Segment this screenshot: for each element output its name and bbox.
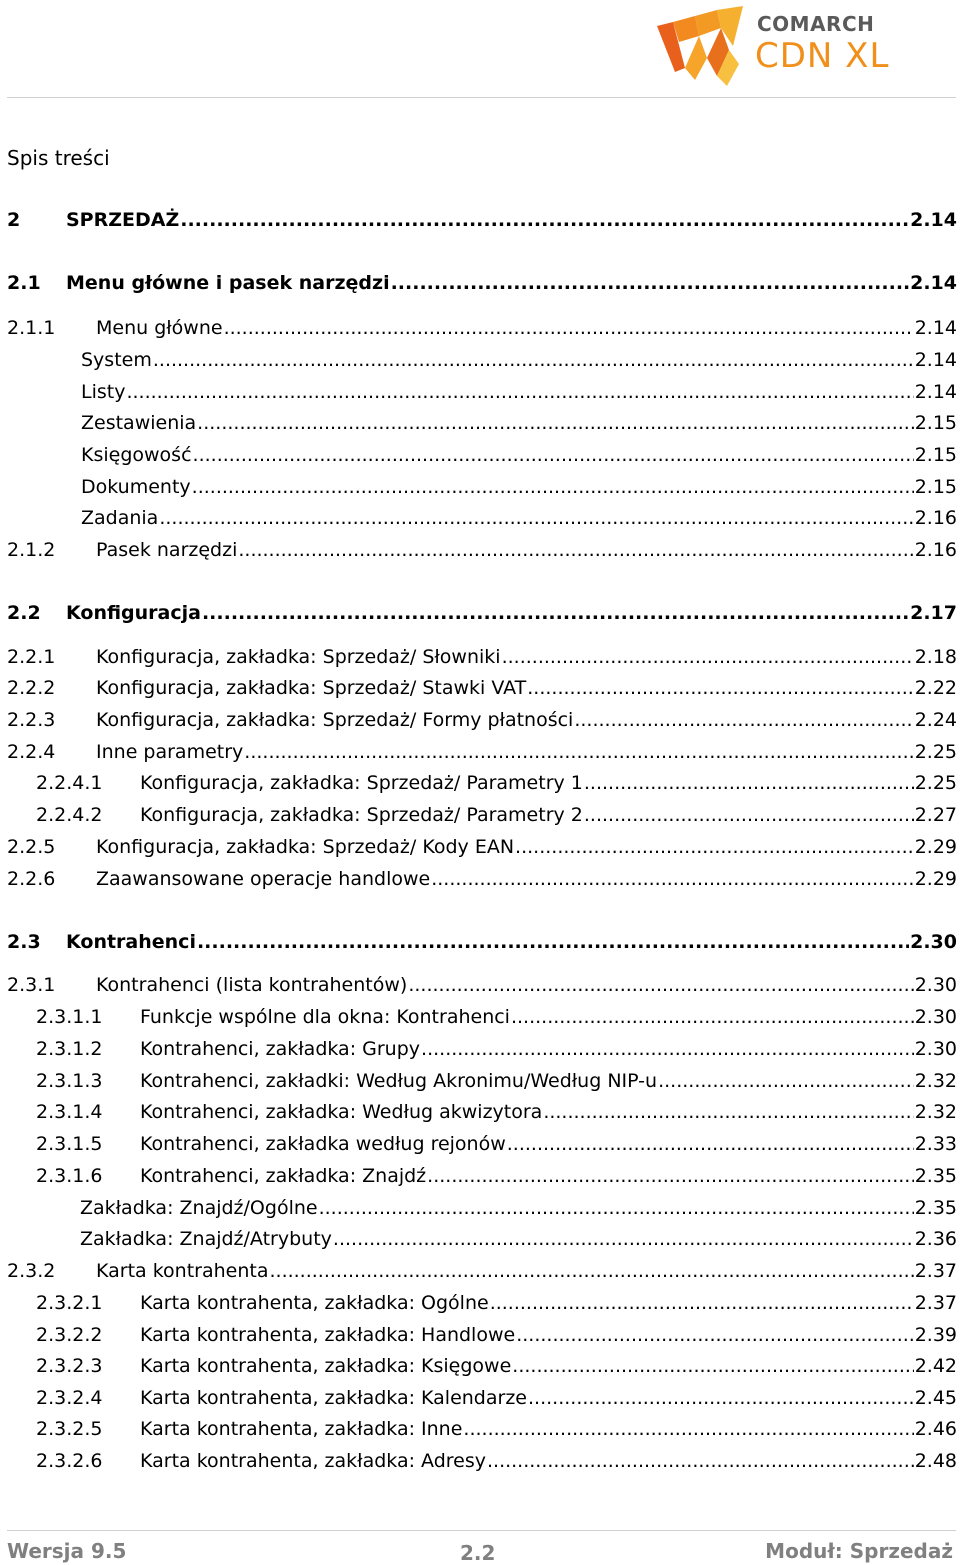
toc-entry-title: Konfiguracja, zakładka: Sprzedaż/ Kody EAN	[96, 836, 515, 858]
toc-entry-title: Karta kontrahenta, zakładka: Handlowe	[140, 1324, 516, 1346]
toc-entry[interactable]	[7, 1258, 957, 1284]
toc-entry-page: 2.39	[914, 1324, 957, 1346]
toc-entry-page: 2.32	[914, 1101, 957, 1123]
toc-entry-title: Kontrahenci, zakładka: Znajdź	[140, 1165, 427, 1187]
toc-dot-leader	[658, 1068, 914, 1094]
toc-entry-title: Zadania	[81, 507, 159, 529]
toc-entry-number: 2	[7, 209, 21, 231]
toc-dot-leader	[574, 707, 913, 733]
toc-dot-leader	[197, 929, 909, 955]
toc-entry-line	[140, 1036, 957, 1062]
toc-entry-page: 2.25	[914, 772, 957, 794]
toc-entry-title: Konfiguracja, zakładka: Sprzedaż/ Parametry 1	[140, 772, 583, 794]
toc-entry-number: 2.2.4.1	[36, 772, 103, 794]
toc-dot-leader	[159, 505, 913, 531]
toc-entry-title: Funkcje wspólne dla okna: Kontrahenci	[140, 1006, 510, 1028]
toc-entry-page: 2.42	[914, 1355, 957, 1377]
toc-entry-number: 2.3.1.3	[36, 1070, 103, 1092]
toc-entry[interactable]	[7, 442, 957, 468]
toc-dot-leader	[584, 802, 914, 828]
toc-entry-line	[140, 1385, 957, 1411]
toc-entry-number: 2.3.2.4	[36, 1387, 103, 1409]
toc-entry-title: Menu główne i pasek narzędzi	[66, 272, 390, 294]
toc-entry-page: 2.14	[910, 209, 957, 231]
toc-dot-leader	[391, 270, 910, 296]
toc-entry-title: Zakładka: Znajdź/Atrybuty	[80, 1228, 332, 1250]
toc-entry[interactable]	[7, 834, 957, 860]
toc-dot-leader	[202, 600, 909, 626]
toc-entry[interactable]	[7, 675, 957, 701]
toc-dot-leader	[421, 1036, 914, 1062]
toc-entry-number: 2.3.2	[7, 1260, 56, 1282]
toc-entry-title: Konfiguracja	[66, 602, 201, 624]
toc-entry[interactable]	[7, 707, 957, 733]
toc-entry[interactable]	[7, 207, 957, 233]
toc-entry-number: 2.1.2	[7, 539, 56, 561]
toc-entry-page: 2.32	[914, 1070, 957, 1092]
toc-dot-leader	[512, 1353, 913, 1379]
toc-entry-title: Konfiguracja, zakładka: Sprzedaż/ Formy płatności	[96, 709, 574, 731]
toc-entry-page: 2.14	[914, 317, 957, 339]
toc-entry-title: Listy	[81, 381, 126, 403]
toc-entry-title: Karta kontrahenta, zakładka: Kalendarze	[140, 1387, 527, 1409]
toc-entry-page: 2.45	[914, 1387, 957, 1409]
toc-entry-line	[81, 474, 957, 500]
toc-dot-leader	[192, 474, 914, 500]
toc-entry[interactable]	[7, 410, 957, 436]
toc-dot-leader	[238, 537, 913, 563]
brand-name: COMARCH	[757, 12, 875, 36]
toc-entry-line	[140, 1004, 957, 1030]
toc-entry-page: 2.30	[914, 1006, 957, 1028]
toc-dot-leader	[490, 1290, 914, 1316]
header-divider	[7, 97, 956, 98]
footer-module: Moduł: Sprzedaż	[765, 1539, 953, 1563]
toc-entry-title: System	[81, 349, 152, 371]
toc-entry-title: Karta kontrahenta, zakładka: Adresy	[140, 1450, 486, 1472]
toc-entry-title: SPRZEDAŻ	[66, 209, 180, 231]
toc-entry[interactable]	[7, 1448, 957, 1474]
toc-entry-page: 2.16	[914, 507, 957, 529]
toc-entry[interactable]	[7, 1068, 957, 1094]
toc-entry-number: 2.3.1.2	[36, 1038, 103, 1060]
toc-entry-line	[66, 929, 957, 955]
toc-entry-line	[96, 675, 957, 701]
toc-entry-line	[81, 442, 957, 468]
toc-entry[interactable]	[7, 1131, 957, 1157]
toc-dot-leader	[193, 442, 914, 468]
toc-dot-leader	[224, 315, 914, 341]
toc-dot-leader	[180, 207, 909, 233]
toc-entry[interactable]	[7, 866, 957, 892]
toc-entry-page: 2.14	[914, 381, 957, 403]
toc-entry-line	[140, 1099, 957, 1125]
toc-dot-leader	[584, 770, 914, 796]
comarch-logo-icon	[655, 6, 749, 86]
toc-entry-number: 2.2.4	[7, 741, 56, 763]
toc-entry[interactable]	[7, 1163, 957, 1189]
toc-entry-number: 2.3.1	[7, 974, 56, 996]
toc-entry-title: Karta kontrahenta, zakładka: Ogólne	[140, 1292, 489, 1314]
toc-entry-page: 2.46	[914, 1418, 957, 1440]
toc-entry-line	[140, 1068, 957, 1094]
toc-entry-line	[66, 270, 957, 296]
toc-entry[interactable]	[7, 1322, 957, 1348]
toc-entry-page: 2.14	[910, 272, 957, 294]
toc-entry[interactable]	[7, 802, 957, 828]
toc-entry-title: Kontrahenci (lista kontrahentów)	[96, 974, 408, 996]
toc-entry-line	[81, 347, 957, 373]
toc-entry-line	[81, 379, 957, 405]
toc-entry-title: Kontrahenci, zakładka: Grupy	[140, 1038, 421, 1060]
toc-entry-number: 2.2.6	[7, 868, 56, 890]
toc-entry-number: 2.3.1.5	[36, 1133, 103, 1155]
toc-entry-page: 2.18	[914, 646, 957, 668]
footer-page-number: 2.2	[460, 1541, 496, 1565]
toc-entry-page: 2.24	[914, 709, 957, 731]
toc-entry-title: Konfiguracja, zakładka: Sprzedaż/ Parametry 2	[140, 804, 583, 826]
toc-entry-number: 2.2.2	[7, 677, 56, 699]
toc-entry-page: 2.35	[914, 1165, 957, 1187]
product-name: CDN XL	[755, 36, 890, 76]
toc-entry[interactable]	[7, 972, 957, 998]
toc-entry-line	[96, 866, 957, 892]
toc-dot-leader	[431, 866, 913, 892]
toc-entry-title: Inne parametry	[96, 741, 244, 763]
toc-entry-page: 2.30	[914, 1038, 957, 1060]
toc-dot-leader	[408, 972, 913, 998]
toc-dot-leader	[244, 739, 913, 765]
toc-entry-line	[96, 1258, 957, 1284]
toc-entry-line	[66, 600, 957, 626]
toc-entry-number: 2.3.2.5	[36, 1418, 103, 1440]
toc-entry-title: Zestawienia	[81, 412, 197, 434]
toc-entry-number: 2.3.1.1	[36, 1006, 103, 1028]
toc-dot-leader	[319, 1195, 914, 1221]
toc-entry-line	[96, 707, 957, 733]
toc-entry-title: Zakładka: Znajdź/Ogólne	[80, 1197, 318, 1219]
toc-entry[interactable]	[7, 644, 957, 670]
toc-entry[interactable]	[7, 1099, 957, 1125]
toc-entry-line	[80, 1226, 957, 1252]
toc-dot-leader	[502, 644, 914, 670]
toc-entry-title: Kontrahenci	[66, 931, 196, 953]
toc-entry[interactable]	[7, 1353, 957, 1379]
toc-entry-page: 2.37	[914, 1292, 957, 1314]
toc-entry-page: 2.36	[914, 1228, 957, 1250]
toc-entry-line	[80, 1195, 957, 1221]
toc-entry[interactable]	[7, 270, 957, 296]
toc-entry[interactable]	[7, 379, 957, 405]
toc-entry-line	[96, 739, 957, 765]
toc-entry-title: Kontrahenci, zakładki: Według Akronimu/Według NIP-u	[140, 1070, 658, 1092]
toc-dot-leader	[269, 1258, 913, 1284]
toc-entry-number: 2.1.1	[7, 317, 56, 339]
toc-entry-line	[81, 505, 957, 531]
toc-entry[interactable]	[7, 1416, 957, 1442]
toc-entry-line	[140, 1322, 957, 1348]
toc-entry-line	[96, 834, 957, 860]
toc-entry-page: 2.15	[914, 412, 957, 434]
toc-entry-line	[140, 1448, 957, 1474]
toc-entry-line	[140, 1131, 957, 1157]
toc-entry-title: Dokumenty	[81, 476, 191, 498]
toc-entry-title: Konfiguracja, zakładka: Sprzedaż/ Słowniki	[96, 646, 501, 668]
toc-entry-page: 2.48	[914, 1450, 957, 1472]
toc-entry[interactable]	[7, 600, 957, 626]
toc-dot-leader	[487, 1448, 914, 1474]
toc-entry[interactable]	[7, 1290, 957, 1316]
toc-entry-number: 2.3.1.6	[36, 1165, 103, 1187]
toc-dot-leader	[153, 347, 914, 373]
toc-entry-number: 2.3.1.4	[36, 1101, 103, 1123]
toc-entry-line	[96, 315, 957, 341]
toc-entry[interactable]	[7, 505, 957, 531]
toc-dot-leader	[197, 410, 914, 436]
toc-dot-leader	[333, 1226, 914, 1252]
toc-entry-page: 2.29	[914, 868, 957, 890]
toc-entry-page: 2.15	[914, 444, 957, 466]
toc-dot-leader	[515, 834, 914, 860]
toc-entry-title: Księgowość	[81, 444, 192, 466]
toc-entry-line	[140, 1416, 957, 1442]
toc-dot-leader	[507, 1131, 914, 1157]
toc-entry-line	[81, 410, 957, 436]
toc-entry-line	[96, 537, 957, 563]
toc-entry-line	[96, 972, 957, 998]
toc-entry-page: 2.15	[914, 476, 957, 498]
toc-entry-title: Pasek narzędzi	[96, 539, 238, 561]
toc-title: Spis treści	[7, 146, 110, 170]
toc-dot-leader	[528, 1385, 914, 1411]
toc-entry-page: 2.35	[914, 1197, 957, 1219]
toc-entry[interactable]	[7, 929, 957, 955]
toc-entry[interactable]	[7, 537, 957, 563]
toc-entry-number: 2.3.2.6	[36, 1450, 103, 1472]
toc-entry-title: Konfiguracja, zakładka: Sprzedaż/ Stawki VAT	[96, 677, 527, 699]
toc-entry-number: 2.3.2.2	[36, 1324, 103, 1346]
toc-entry-number: 2.1	[7, 272, 41, 294]
toc-entry-line	[140, 770, 957, 796]
page-header	[0, 0, 960, 100]
toc-entry-page: 2.27	[914, 804, 957, 826]
footer-version: Wersja 9.5	[7, 1539, 127, 1563]
toc-entry-line	[140, 1290, 957, 1316]
toc-entry-title: Kontrahenci, zakładka: Według akwizytora	[140, 1101, 543, 1123]
toc-entry[interactable]	[7, 1385, 957, 1411]
toc-entry-page: 2.33	[914, 1133, 957, 1155]
toc-entry-line	[96, 644, 957, 670]
toc-dot-leader	[427, 1163, 914, 1189]
toc-entry-number: 2.3.2.1	[36, 1292, 103, 1314]
toc-entry-title: Karta kontrahenta	[96, 1260, 269, 1282]
toc-entry-number: 2.2	[7, 602, 41, 624]
toc-entry[interactable]	[7, 1036, 957, 1062]
toc-entry-page: 2.30	[914, 974, 957, 996]
toc-entry-title: Zaawansowane operacje handlowe	[96, 868, 431, 890]
toc-entry-page: 2.14	[914, 349, 957, 371]
toc-entry[interactable]	[7, 739, 957, 765]
toc-dot-leader	[463, 1416, 913, 1442]
toc-dot-leader	[516, 1322, 913, 1348]
toc-entry-page: 2.30	[910, 931, 957, 953]
toc-entry-page: 2.22	[914, 677, 957, 699]
toc-entry-number: 2.2.4.2	[36, 804, 103, 826]
toc-entry-line	[66, 207, 957, 233]
toc-entry-page: 2.16	[914, 539, 957, 561]
toc-entry[interactable]	[7, 1195, 957, 1221]
toc-entry-title: Menu główne	[96, 317, 223, 339]
toc-dot-leader	[126, 379, 913, 405]
toc-entry[interactable]	[7, 474, 957, 500]
toc-entry-page: 2.17	[910, 602, 957, 624]
toc-dot-leader	[543, 1099, 913, 1125]
toc-dot-leader	[527, 675, 913, 701]
toc-entry-page: 2.29	[914, 836, 957, 858]
toc-entry[interactable]	[7, 1226, 957, 1252]
toc-dot-leader	[511, 1004, 914, 1030]
toc-entry-number: 2.3.2.3	[36, 1355, 103, 1377]
toc-entry[interactable]	[7, 1004, 957, 1030]
toc-entry[interactable]	[7, 770, 957, 796]
toc-entry-title: Kontrahenci, zakładka według rejonów	[140, 1133, 506, 1155]
toc-entry-line	[140, 1163, 957, 1189]
toc-entry-line	[140, 802, 957, 828]
toc-entry-title: Karta kontrahenta, zakładka: Księgowe	[140, 1355, 512, 1377]
toc-entry[interactable]	[7, 347, 957, 373]
toc-entry-number: 2.2.5	[7, 836, 56, 858]
toc-entry-number: 2.3	[7, 931, 41, 953]
toc-entry-page: 2.25	[914, 741, 957, 763]
toc-entry-number: 2.2.3	[7, 709, 56, 731]
toc-entry[interactable]	[7, 315, 957, 341]
toc-entry-line	[140, 1353, 957, 1379]
toc-entry-page: 2.37	[914, 1260, 957, 1282]
toc-entry-number: 2.2.1	[7, 646, 56, 668]
toc-entry-title: Karta kontrahenta, zakładka: Inne	[140, 1418, 463, 1440]
footer-divider	[7, 1530, 956, 1531]
